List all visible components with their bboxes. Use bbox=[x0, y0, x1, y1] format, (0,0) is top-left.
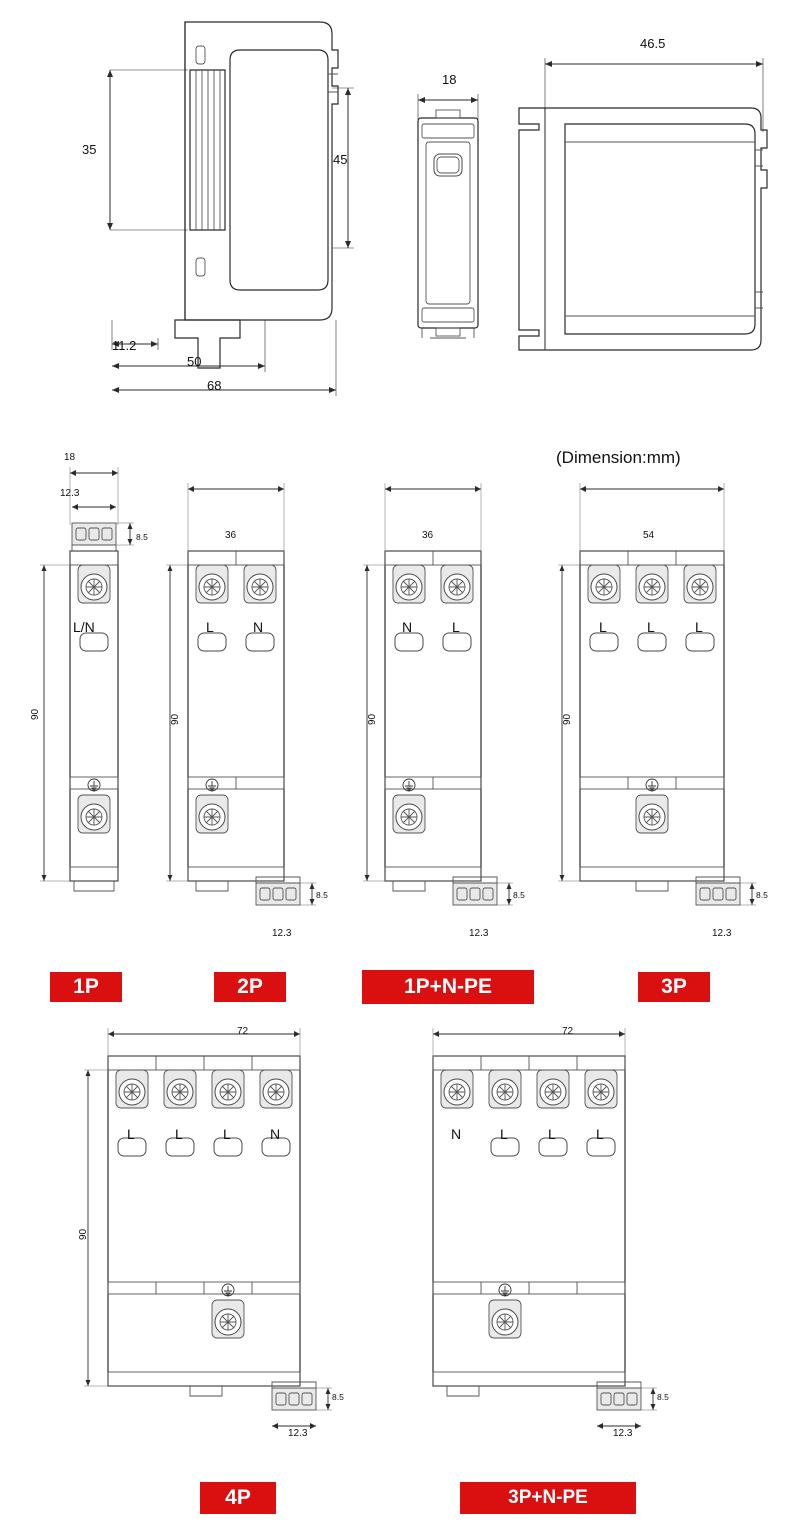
module-2p-dim-width: 36 bbox=[225, 530, 237, 541]
module-1pnpe bbox=[355, 455, 550, 915]
module-3p-pole-label-2: L bbox=[695, 619, 703, 635]
dimension-unit-note: (Dimension:mm) bbox=[556, 448, 681, 467]
module-3pnpe-dim-width: 72 bbox=[562, 1026, 574, 1037]
module-4p-dim-terminal-height: 8.5 bbox=[332, 1392, 344, 1402]
module-4p-pole-label-2: L bbox=[223, 1126, 231, 1142]
module-1p-dim-terminal: 12.3 bbox=[60, 488, 80, 499]
module-4p-label: 4P bbox=[200, 1482, 276, 1514]
side-view-dim-11-2: 11.2 bbox=[112, 338, 137, 353]
module-3pnpe-label: 3P+N-PE bbox=[460, 1482, 636, 1514]
module-1p bbox=[22, 455, 172, 905]
module-1p-dim-height: 90 bbox=[30, 708, 41, 720]
module-4p-dim-height: 90 bbox=[78, 1228, 89, 1240]
side-view-dim-45: 45 bbox=[333, 152, 348, 167]
module-4p bbox=[60, 1020, 340, 1480]
module-3p-dim-terminal: 12.3 bbox=[712, 928, 732, 939]
module-4p-pole-label-3: N bbox=[270, 1126, 281, 1142]
module-4p-pole-label-1: L bbox=[175, 1126, 183, 1142]
module-1pnpe-pole-label-1: L bbox=[452, 619, 460, 635]
module-3pnpe-pole-label-1: L bbox=[500, 1126, 508, 1142]
side-view-dim-35: 35 bbox=[82, 142, 97, 157]
module-4p-pole-label-0: L bbox=[127, 1126, 135, 1142]
module-1pnpe-dim-terminal: 12.3 bbox=[469, 928, 489, 939]
module-2p-pole-label-0: L bbox=[206, 619, 214, 635]
module-1p-dim-terminal-height: 8.5 bbox=[136, 532, 148, 542]
front-view-dim-18: 18 bbox=[442, 72, 457, 87]
module-1pnpe-dim-width: 36 bbox=[422, 530, 434, 541]
module-2p bbox=[160, 455, 350, 915]
module-2p-label: 2P bbox=[214, 972, 286, 1002]
module-3p-label: 3P bbox=[638, 972, 710, 1002]
depth-view-drawing bbox=[505, 30, 775, 370]
module-3p bbox=[550, 455, 780, 915]
module-2p-dim-height: 90 bbox=[170, 713, 181, 725]
module-2p-dim-terminal: 12.3 bbox=[272, 928, 292, 939]
module-3pnpe-dim-terminal-height: 8.5 bbox=[657, 1392, 669, 1402]
front-view-drawing bbox=[400, 80, 510, 370]
module-3pnpe-pole-label-0: N bbox=[451, 1126, 462, 1142]
module-1pnpe-dim-terminal-height: 8.5 bbox=[513, 890, 525, 900]
module-1pnpe-pole-label-0: N bbox=[402, 619, 413, 635]
module-3pnpe bbox=[385, 1020, 675, 1480]
module-3p-dim-terminal-height: 8.5 bbox=[756, 890, 768, 900]
module-3p-pole-label-1: L bbox=[647, 619, 655, 635]
module-1p-dim-width: 18 bbox=[64, 452, 76, 463]
module-1pnpe-label: 1P+N-PE bbox=[362, 970, 534, 1004]
module-1pnpe-dim-height: 90 bbox=[367, 713, 378, 725]
module-3p-pole-label-0: L bbox=[599, 619, 607, 635]
module-2p-pole-label-1: N bbox=[253, 619, 264, 635]
side-view-dim-68: 68 bbox=[207, 378, 222, 393]
module-3pnpe-pole-label-2: L bbox=[548, 1126, 556, 1142]
module-2p-dim-terminal-height: 8.5 bbox=[316, 890, 328, 900]
module-3pnpe-dim-terminal: 12.3 bbox=[613, 1428, 633, 1439]
module-1p-label: 1P bbox=[50, 972, 122, 1002]
module-3pnpe-pole-label-3: L bbox=[596, 1126, 604, 1142]
module-3p-dim-height: 90 bbox=[562, 713, 573, 725]
module-3p-dim-width: 54 bbox=[643, 530, 655, 541]
side-view-dim-50: 50 bbox=[187, 354, 202, 369]
depth-view-dim-46-5: 46.5 bbox=[640, 36, 666, 51]
module-4p-dim-terminal: 12.3 bbox=[288, 1428, 308, 1439]
module-1p-pole-label-0: L/N bbox=[73, 619, 95, 635]
module-4p-dim-width: 72 bbox=[237, 1026, 249, 1037]
